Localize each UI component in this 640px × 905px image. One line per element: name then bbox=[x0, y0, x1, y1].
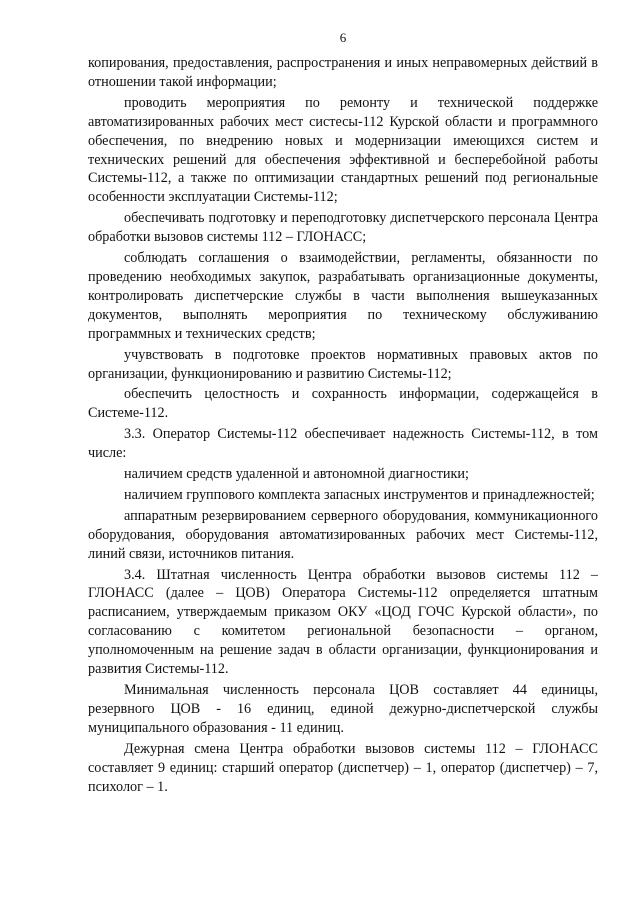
paragraph: проводить мероприятия по ремонту и технической поддержке автоматизированных рабочих мест систесы-112 Курской области и программного обеспечения, по внедрению новых и модернизации имеющихся систем и технических решений для обеспечения эффективной и бесперебойной работы Системы-112, а также по оптимизации стандартных решений под региональные особенности эксплуатации Системы-112; bbox=[88, 94, 598, 206]
section-3-3: 3.3. Оператор Системы-112 обеспечивает надежность Системы-112, в том числе: bbox=[88, 426, 598, 462]
paragraph: Минимальная численность персонала ЦОВ составляет 44 единицы, резервного ЦОВ - 16 единиц, единой дежурно-диспетчерской службы муниципального образования - 11 единиц. bbox=[88, 682, 598, 736]
document-page bbox=[88, 30, 598, 798]
paragraph: наличием группового комплекта запасных инструментов и принадлежностей; bbox=[124, 486, 595, 503]
paragraph: аппаратным резервированием серверного оборудования, коммуникационного оборудования, оборудования автоматизированных рабочих мест Системы-112, линий связи, источников питания. bbox=[88, 507, 598, 562]
paragraph: учувствовать в подготовке проектов нормативных правовых актов по организации, функционированию и развитию Системы-112; bbox=[88, 346, 598, 382]
paragraph: соблюдать соглашения о взаимодействии, регламенты, обязанности по проведению необходимых закупок, разрабатывать организационные документы, контролировать диспетчерские службы в части выполнения вышеуказанных документов, выполнять мероприятия по техническому обслуживанию программных и технических средств; bbox=[88, 250, 598, 342]
paragraph: наличием средств удаленной и автономной диагностики; bbox=[124, 466, 469, 483]
paragraph: копирования, предоставления, распространения и иных неправомерных действий в отношении такой информации; bbox=[88, 55, 598, 90]
paragraph: обеспечивать подготовку и переподготовку диспетчерского персонала Центра обработки вызовов системы 112 – ГЛОНАСС; bbox=[88, 210, 598, 246]
page-number: 6 bbox=[339, 30, 347, 45]
paragraph: Дежурная смена Центра обработки вызовов системы 112 – ГЛОНАСС составляет 9 единиц: старший оператор (диспетчер) – 1, оператор (диспетчер) – 7, психолог – 1. bbox=[88, 740, 598, 795]
paragraph: обеспечить целостность и сохранность информации, содержащейся в Системе-112. bbox=[88, 386, 598, 422]
section-3-4: 3.4. Штатная численность Центра обработки вызовов системы 112 – ГЛОНАСС (далее – ЦОВ) Оператора Системы-112 определяется штатным расписанием, утверждаемым приказом ОКУ «ЦОД ГОЧС Курской области», по согласованию с комитетом региональной безопасности – органом, уполномоченным на решение задач в области организации, функционирования и развития Системы-112. bbox=[88, 566, 598, 678]
